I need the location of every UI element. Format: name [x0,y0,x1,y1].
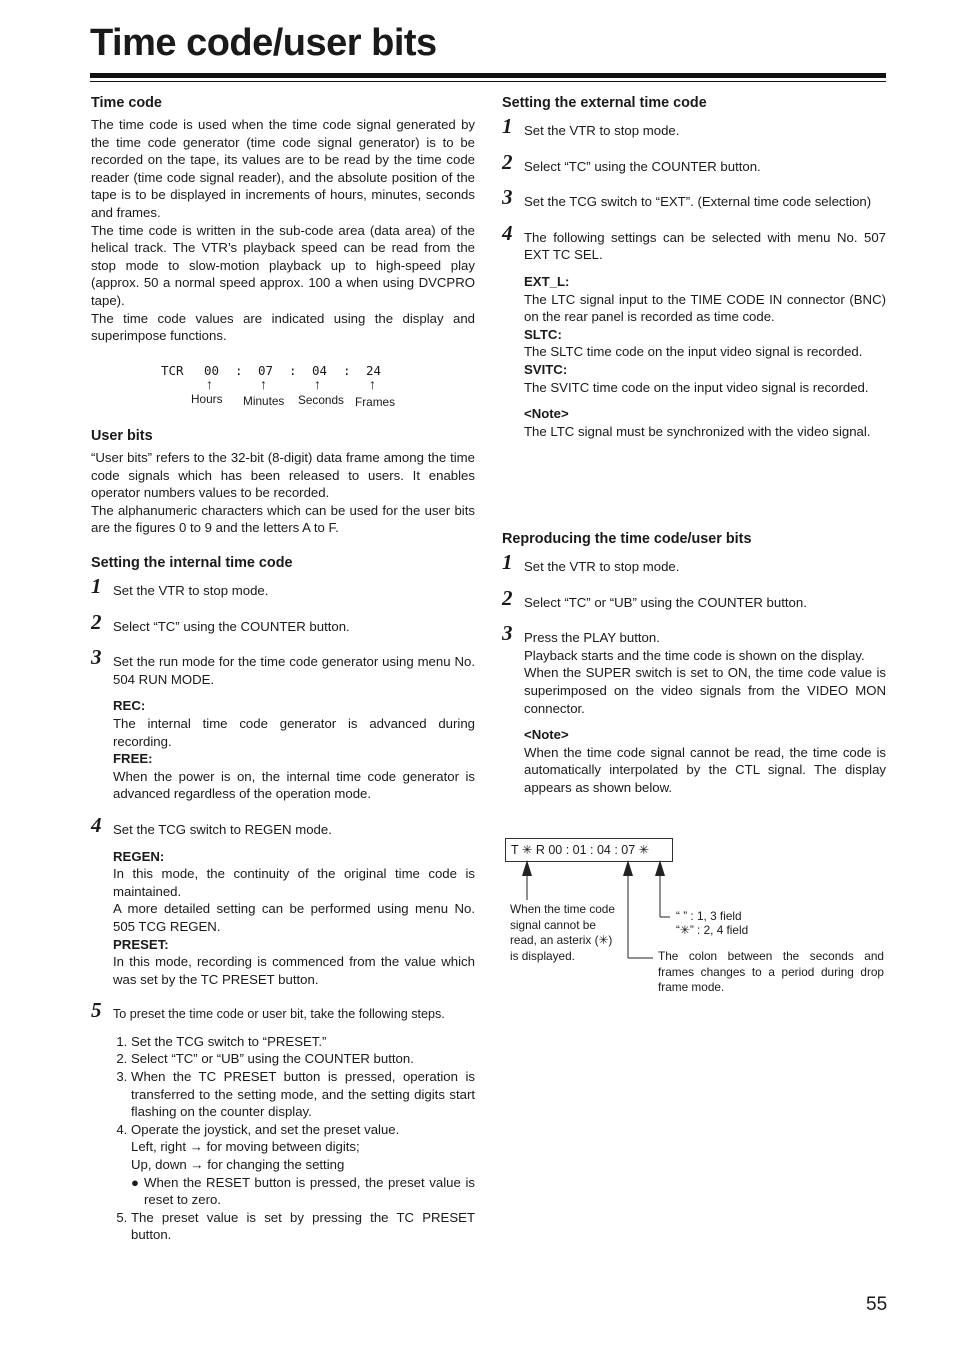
regen-label: REGEN: [113,848,165,864]
arrow-up-icon: ↑ [260,376,267,392]
regen-text-1: In this mode, the continuity of the original time code is maintained. [113,866,475,899]
title-rule-thin [90,81,886,82]
time-code-heading: Time code [91,95,162,111]
list-item: 4. Operate the joystick, and set the preset value. Left, right → for moving between digits; Up, down → for changing the setting ● When the RESET button is pressed, the preset value is reset to zero. [131,1121,475,1209]
tcg-mode-options [91,848,475,989]
user-bits-heading: User bits [91,428,153,444]
external-step-4: 4 The following settings can be selected with menu No. 507 EXT TC SEL. [502,220,886,263]
tc-sep-1: : [235,363,243,378]
super-text: When the SUPER switch is set to ON, the time code value is superimposed on the video signals from the VIDEO MON connector. [524,665,886,716]
title-rule-thick [90,73,886,78]
tc-label-hours: Hours [191,392,223,406]
rec-label: REC: [113,698,146,714]
list-item: 5. The preset value is set by pressing the TC PRESET button. [131,1209,475,1244]
user-bits-paragraph-2: The alphanumeric characters which can be used for the user bits are the figures 0 to 9 and the letters A to F. [91,502,475,536]
sltc-label: SLTC: [524,326,562,342]
tc-frames: 24 [366,363,382,378]
preset-label: PRESET: [113,936,169,952]
reproducing-heading: Reproducing the time code/user bits [502,531,752,547]
sltc-text: The SLTC time code on the input video signal is recorded. [524,344,863,360]
external-time-code-section [502,94,886,440]
ext-tc-options [502,273,886,440]
time-code-paragraph-3: The time code values are indicated using the display and superimpose functions. [91,310,475,344]
tc-seconds: 04 [312,363,328,378]
page-title: Time code/user bits [90,22,437,64]
joystick-left-right: Left, right → for moving between digits; [131,1139,360,1155]
arrow-up-icon: ↑ [369,376,376,392]
tc-prefix: TCR [161,363,184,378]
rec-text: The internal time code generator is advanced during recording. [113,715,475,749]
reproducing-note-text: When the time code signal cannot be read, the time code is automatically interpolated by the CTL signal. The display appears as shown below. [524,744,886,795]
internal-heading: Setting the internal time code [91,555,293,571]
extl-label: EXT_L: [524,273,570,289]
tc-minutes: 07 [258,363,274,378]
run-mode-options [91,697,475,803]
field-note-1: “ ” : 1, 3 field [676,909,742,923]
tc-label-minutes: Minutes [243,394,285,408]
tc-sep-3: : [343,363,351,378]
tc-label-frames: Frames [355,395,395,409]
preset-text: In this mode, recording is commenced from the value which was set by the TC PRESET button. [113,954,475,987]
tc-label-seconds: Seconds [298,393,344,407]
user-bits-paragraph-1: “User bits” refers to the 32-bit (8-digit) data frame among the time code signals which has been released to users. It enables operator numbers values to be recorded. [91,450,475,501]
extl-text: The LTC signal input to the TIME CODE IN connector (BNC) on the rear panel is recorded as time code. [524,291,886,325]
svitc-text: The SVITC time code on the input video signal is recorded. [524,379,869,395]
external-heading: Setting the external time code [502,95,707,111]
counter-display-box: T ✳ R 00 : 01 : 04 : 07 ✳ [505,838,673,862]
asterisk-note: When the time code signal cannot be read, an asterix (✳) is displayed. [510,902,615,963]
regen-text-2: A more detailed setting can be performed using menu No. 505 TCG REGEN. [113,901,475,934]
tc-sep-2: : [289,363,297,378]
external-step-2: 2 Select “TC” using the COUNTER button. [502,149,761,174]
reproducing-step-1: 1 Set the VTR to stop mode. [502,550,680,574]
arrow-up-icon: ↑ [314,376,321,392]
free-text: When the power is on, the internal time code generator is advanced regardless of the operation mode. [113,768,475,802]
playback-text: Playback starts and the time code is shown on the display. [524,647,865,663]
list-item: 2. Select “TC” or “UB” using the COUNTER button. [131,1050,475,1068]
arrow-up-icon: ↑ [206,376,213,392]
tc-hours: 00 [204,363,220,378]
joystick-up-down: Up, down → for changing the setting [131,1157,345,1173]
svitc-label: SVITC: [524,361,568,377]
external-step-1: 1 Set the VTR to stop mode. [502,114,680,138]
left-column [91,94,475,345]
user-bits-section [91,427,475,537]
reproducing-step-2: 2 Select “TC” or “UB” using the COUNTER button. [502,585,807,610]
internal-step-3: 3 Set the run mode for the time code generator using menu No. 504 RUN MODE. [91,645,475,687]
bullet-icon: ● [131,1174,139,1190]
external-step-3: 3 Set the TCG switch to “EXT”. (External time code selection) [502,185,872,210]
external-note-label: <Note> [524,406,569,422]
list-item: 1. Set the TCG switch to “PRESET.” [131,1033,475,1051]
preset-substeps [91,1033,475,1244]
external-note-text: The LTC signal must be synchronized with the video signal. [524,423,871,439]
free-label: FREE: [113,751,153,767]
page-number: 55 [866,1294,888,1315]
reproducing-step-3: 3 Press the PLAY button. Playback starts and the time code is shown on the display. When the SUPER switch is set to ON, the time code value is superimposed on the video signals from the VIDEO MON connector. <Note> When the time code signal cannot be read, the time code is automatically interpolated by the CTL signal. The display appears as shown below. [502,621,886,795]
reproducing-section [502,530,886,797]
reset-note: ● When the RESET button is pressed, the preset value is reset to zero. [131,1174,475,1208]
time-code-paragraph-1: The time code is used when the time code signal generated by the time code generator (time code signal generator) is to be recorded on the tape, its values are to be read by the time code reader (time code signal reader), and the absolute position of the tape is to be displayed in increments of hours, minutes, seconds and frames. [91,117,475,220]
field-note-2: “✳” : 2, 4 field [676,923,749,937]
colon-note: The colon between the seconds and frames changes to a period during drop frame mode. [658,949,884,995]
internal-time-code-section [91,554,475,1244]
reproducing-note-label: <Note> [524,727,569,743]
internal-step-4: 4 Set the TCG switch to REGEN mode. [91,812,332,837]
list-item: 3. When the TC PRESET button is pressed, operation is transferred to the setting mode, and the setting digits start flashing on the counter display. [131,1068,475,1121]
time-code-paragraph-2: The time code is written in the sub-code area (data area) of the helical track. The VTR’s playback speed can be read from the stop mode to slow-motion playback up to high-speed play (approx. 50 a normal speed approx. 100 a when using DVCPRO tape). [91,222,475,308]
internal-step-1: 1 Set the VTR to stop mode. [91,574,269,598]
internal-step-2: 2 Select “TC” using the COUNTER button. [91,609,350,634]
internal-step-5: 5 To preset the time code or user bit, take the following steps. [91,998,445,1023]
